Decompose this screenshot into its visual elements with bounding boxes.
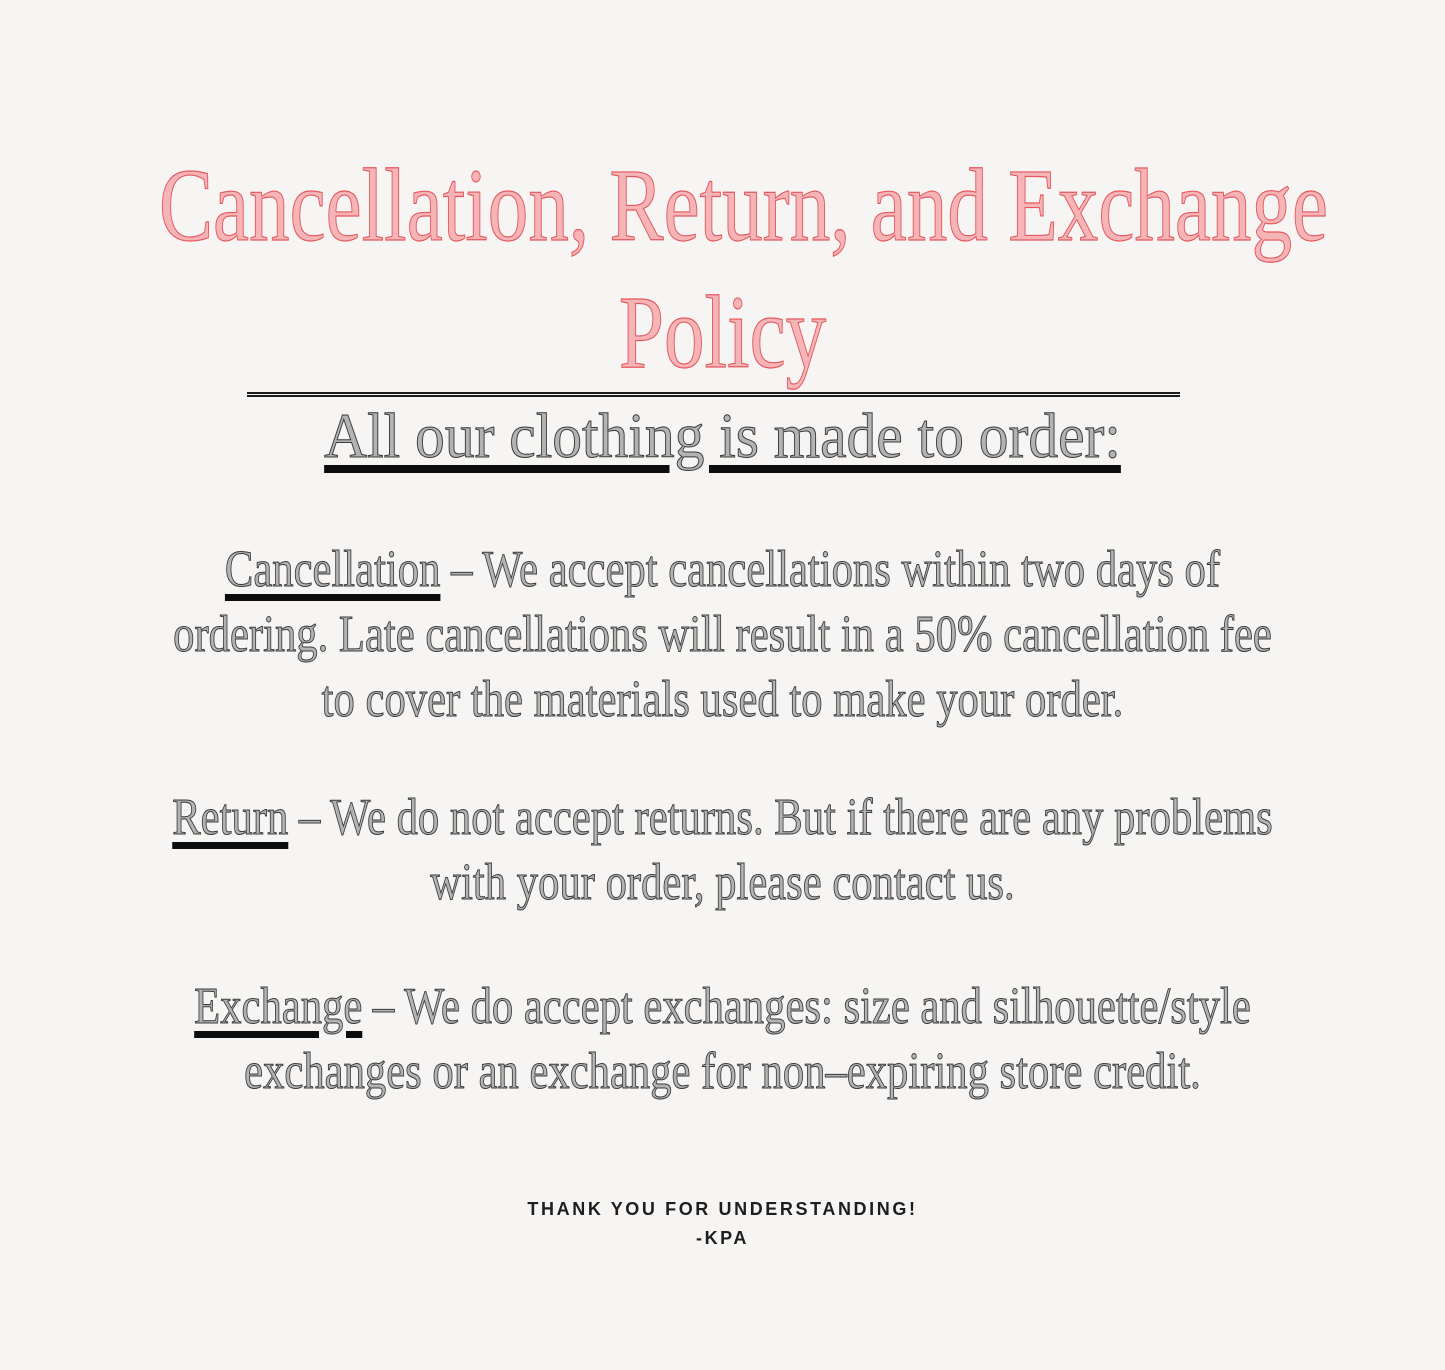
- term-cancellation: Cancellation: [224, 541, 441, 598]
- policy-text: We do accept exchanges: size and silhouette/style: [404, 978, 1251, 1035]
- policy-section-cancellation: [130, 537, 1315, 732]
- dash: –: [451, 541, 473, 598]
- policy-text: We accept cancellations within two days of: [482, 541, 1221, 598]
- policy-section-exchange: [130, 974, 1315, 1104]
- footer-thanks: THANK YOU FOR UNDERSTANDING!: [527, 1199, 918, 1219]
- dash: –: [298, 789, 321, 846]
- policy-line: ordering. Late cancellations will result in a 50% cancellation fee: [173, 606, 1272, 663]
- page-title-line-1: Cancellation, Return, and Exchange: [158, 148, 1329, 263]
- dash: –: [372, 978, 395, 1035]
- policy-line: [130, 785, 1315, 850]
- made-to-order-heading: All our clothing is made to order:: [324, 400, 1121, 471]
- term-exchange: Exchange: [194, 978, 363, 1035]
- policy-section-return: [130, 785, 1315, 915]
- policy-line: [130, 974, 1315, 1039]
- page-title: [158, 142, 1329, 396]
- policy-line: [130, 537, 1315, 602]
- policy-line: with your order, please contact us.: [430, 854, 1015, 911]
- footer: [0, 1195, 1445, 1253]
- term-return: Return: [172, 789, 289, 846]
- footer-signature: -KPA: [695, 1228, 750, 1248]
- policy-text: We do not accept returns. But if there are any problems: [330, 789, 1273, 846]
- page-title-line-2: Policy: [618, 275, 827, 390]
- policy-line: exchanges or an exchange for non–expiring store credit.: [244, 1043, 1201, 1100]
- policy-line: to cover the materials used to make your order.: [321, 671, 1124, 728]
